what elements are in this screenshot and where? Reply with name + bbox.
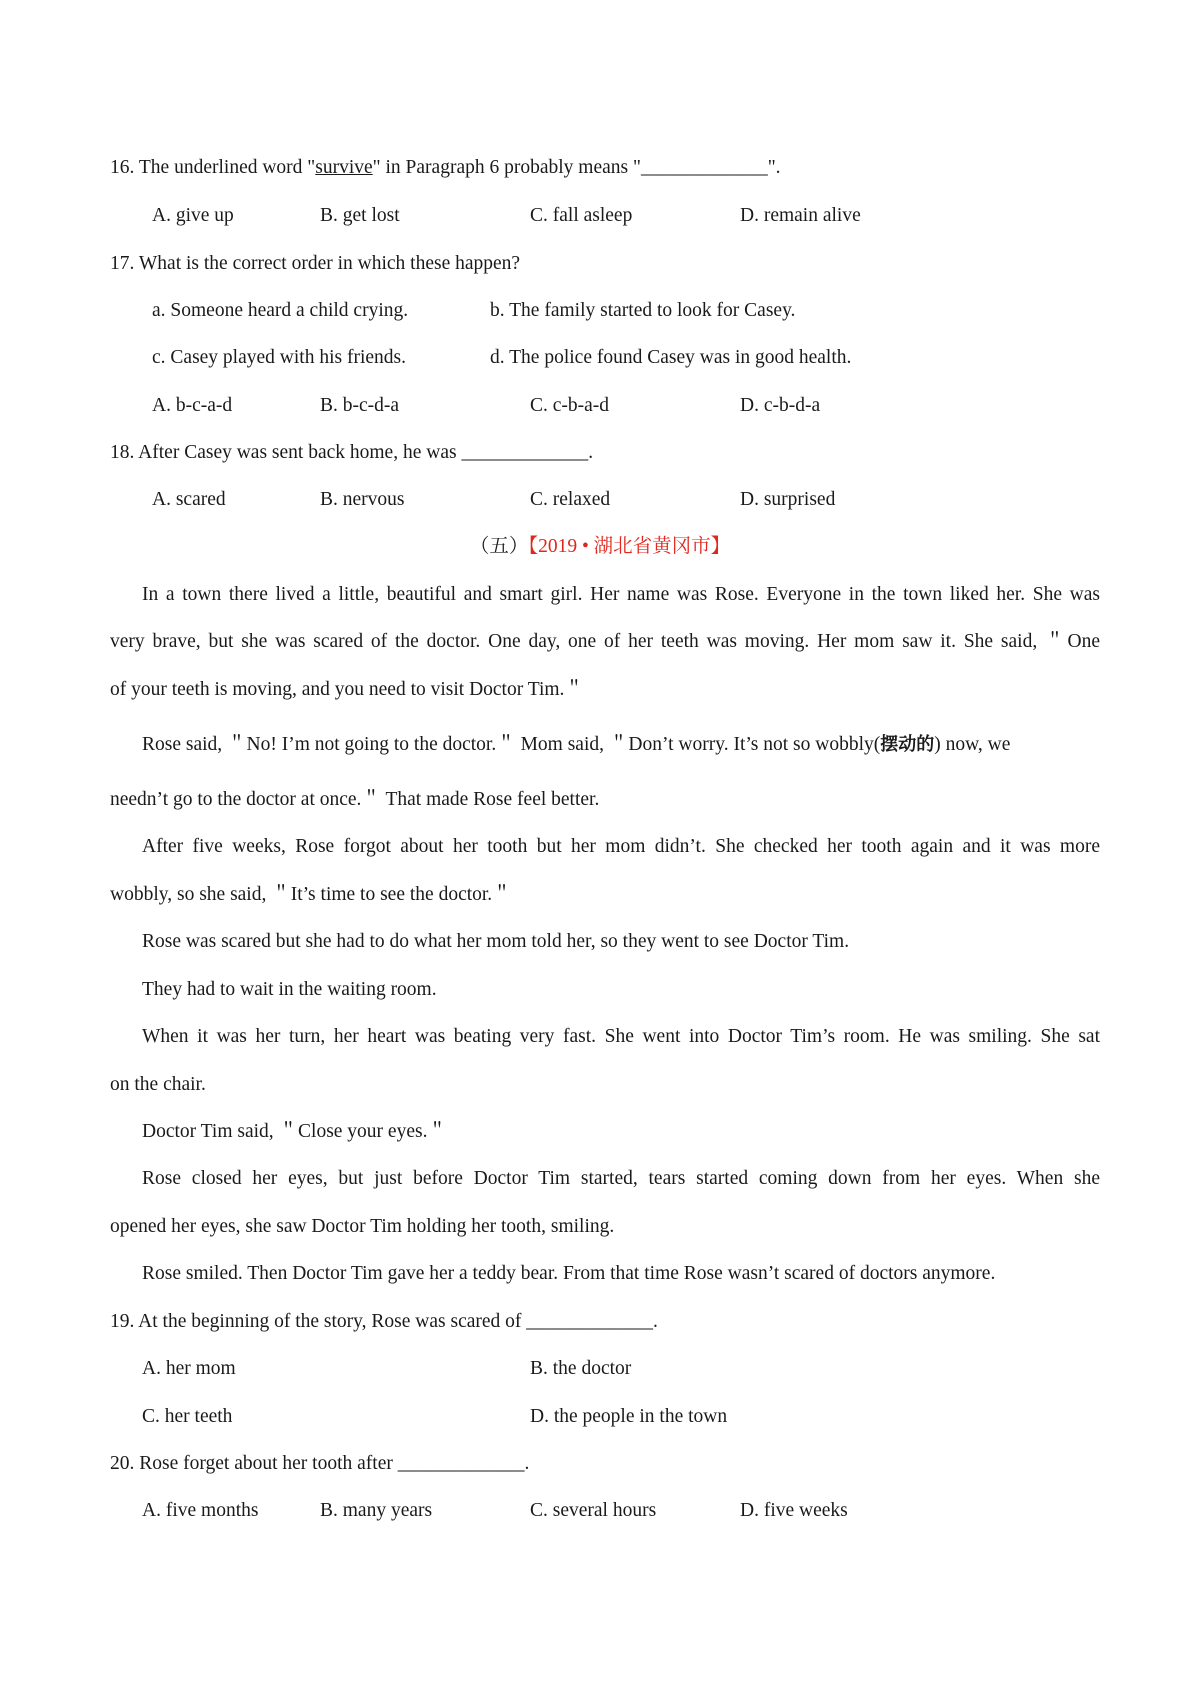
section-prefix: （五）	[469, 536, 529, 557]
question-17-stem: 17. What is the correct order in which these happen?	[110, 253, 521, 274]
q16-option-b[interactable]: B. get lost	[320, 205, 400, 226]
question-19-stem: 19. At the beginning of the story, Rose was scared of _____________.	[110, 1311, 658, 1332]
passage-p6-line1: When it was her turn, her heart was beating very fast. She went into Doctor Tim’s room. He was smiling. She sat	[142, 1026, 1100, 1047]
q18-option-d[interactable]: D. surprised	[740, 489, 836, 510]
q19-option-c[interactable]: C. her teeth	[142, 1406, 233, 1427]
section-source: 【2019 • 湖北省黄冈市】	[528, 536, 731, 557]
q16-option-c[interactable]: C. fall asleep	[530, 205, 633, 226]
q19-option-d[interactable]: D. the people in the town	[530, 1406, 728, 1427]
passage-p3-line1: After five weeks, Rose forgot about her tooth but her mom didn’t. She checked her tooth again and it was more	[142, 836, 1100, 857]
q20-option-d[interactable]: D. five weeks	[740, 1500, 848, 1521]
passage-p7: Doctor Tim said, ＂Close your eyes.＂	[142, 1121, 447, 1142]
q16-stem-pre: 16. The underlined word "	[110, 157, 316, 178]
passage-p4: Rose was scared but she had to do what her mom told her, so they went to see Doctor Tim.	[142, 931, 850, 952]
passage-p6-line2: on the chair.	[110, 1074, 206, 1095]
passage-p8-line2: opened her eyes, she saw Doctor Tim holding her tooth, smiling.	[110, 1216, 615, 1237]
passage-p8-line1: Rose closed her eyes, but just before Doctor Tim started, tears started coming down from her eyes. When she	[142, 1168, 1100, 1189]
passage-p1-line1: In a town there lived a little, beautiful and smart girl. Her name was Rose. Everyone in the town liked her. She was	[142, 584, 1100, 605]
passage-p3-line2: wobbly, so she said, ＂It’s time to see the doctor.＂	[110, 884, 512, 905]
q17-option-a[interactable]: A. b-c-a-d	[152, 395, 233, 416]
passage-p1-line3: of your teeth is moving, and you need to visit Doctor Tim.＂	[110, 679, 584, 700]
passage-p1-line2: very brave, but she was scared of the doctor. One day, one of her teeth was moving. Her mom saw it. She said, ＂One	[110, 631, 1100, 652]
passage-p5: They had to wait in the waiting room.	[142, 979, 437, 1000]
q17-option-d[interactable]: D. c-b-d-a	[740, 395, 821, 416]
q19-option-a[interactable]: A. her mom	[142, 1358, 236, 1379]
passage-p9: Rose smiled. Then Doctor Tim gave her a teddy bear. From that time Rose wasn’t scared of doctors anymore.	[142, 1263, 996, 1284]
q17-option-c[interactable]: C. c-b-a-d	[530, 395, 610, 416]
passage-p2-line2: needn’t go to the doctor at once.＂ That made Rose feel better.	[110, 789, 600, 810]
q16-option-a[interactable]: A. give up	[152, 205, 234, 226]
q18-option-c[interactable]: C. relaxed	[530, 489, 611, 510]
q17-event-b: b. The family started to look for Casey.	[490, 300, 796, 321]
question-16-stem	[110, 156, 781, 180]
passage-p2-line1	[142, 733, 1010, 757]
underlined-word: survive	[315, 157, 373, 178]
q17-option-b[interactable]: B. b-c-d-a	[320, 395, 400, 416]
question-18-stem: 18. After Casey was sent back home, he was _____________.	[110, 442, 594, 463]
q18-option-b[interactable]: B. nervous	[320, 489, 405, 510]
q20-option-a[interactable]: A. five months	[142, 1500, 259, 1521]
passage-p2-text-a: Rose said, ＂No! I’m not going to the doctor.＂ Mom said, ＂Don’t worry. It’s not so wobbly(	[142, 734, 881, 755]
q16-stem-post: " in Paragraph 6 probably means "_____________".	[372, 157, 781, 178]
section-heading	[0, 535, 1200, 559]
q17-event-a: a. Someone heard a child crying.	[152, 300, 409, 321]
q19-option-b[interactable]: B. the doctor	[530, 1358, 632, 1379]
q17-event-c: c. Casey played with his friends.	[152, 347, 406, 368]
q16-option-d[interactable]: D. remain alive	[740, 205, 861, 226]
passage-p2-gloss: 摆动的	[880, 734, 935, 755]
q20-option-c[interactable]: C. several hours	[530, 1500, 657, 1521]
passage-p2-text-b: ) now, we	[934, 734, 1011, 755]
q18-option-a[interactable]: A. scared	[152, 489, 226, 510]
q20-option-b[interactable]: B. many years	[320, 1500, 433, 1521]
q17-event-d: d. The police found Casey was in good health.	[490, 347, 852, 368]
question-20-stem: 20. Rose forget about her tooth after _____________.	[110, 1453, 530, 1474]
